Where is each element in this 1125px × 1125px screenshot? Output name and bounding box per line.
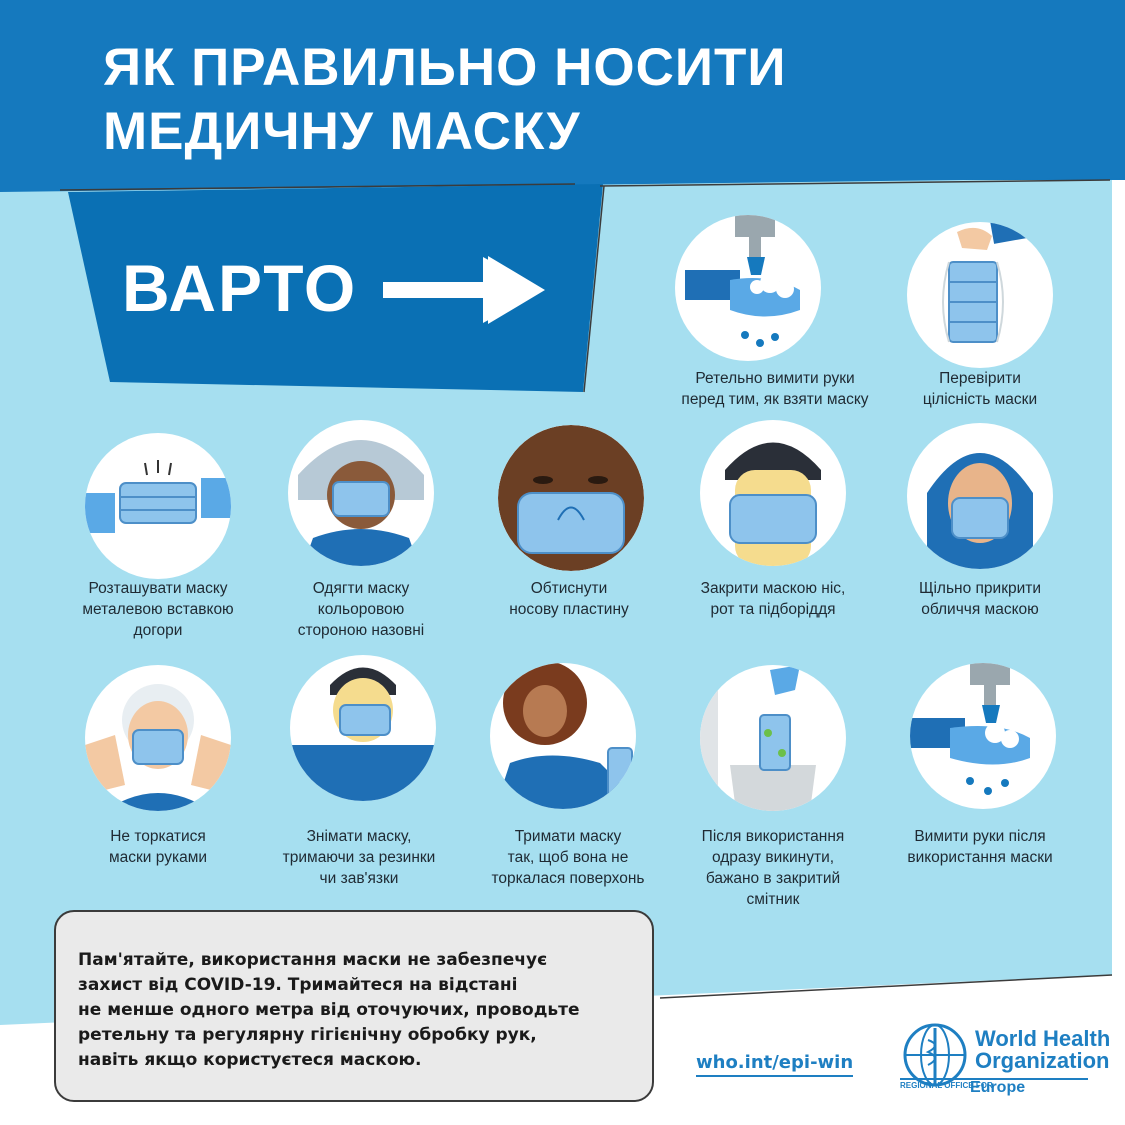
- do-not-touch-mask-icon: [85, 665, 231, 811]
- dispose-mask-bin-icon: [700, 665, 846, 811]
- who-name: World Health Organization: [975, 1026, 1111, 1073]
- step-caption: Тримати маску так, щоб вона не торкалася поверхонь: [491, 828, 645, 887]
- pinch-nose-strip-icon: [498, 425, 644, 571]
- step-caption: Обтиснути носову пластину: [509, 580, 629, 618]
- title-line-1: ЯК ПРАВИЛЬНО НОСИТИ: [103, 38, 787, 97]
- check-mask-icon: [907, 222, 1053, 368]
- wash-hands-icon: [675, 215, 821, 361]
- title-line-2: МЕДИЧНУ МАСКУ: [103, 102, 581, 161]
- step-caption: Перевірити цілісність маски: [922, 370, 1038, 408]
- notice-text: Пам'ятайте, використання маски не забезпечує захист від COVID-19. Тримайтеся на відстані не менше одного метра від оточуючих, проводьте ретельну та регулярну гігієнічну обробку рук, навіть якщо користуєтеся маскою.: [78, 950, 580, 1070]
- step-caption: Розташувати маску металевою вставкою догори: [82, 580, 234, 639]
- mask-metal-strip-up-icon: [85, 433, 231, 579]
- cover-face-tightly-icon: [907, 423, 1053, 569]
- notice-box: [54, 910, 654, 1102]
- step-caption: Щільно прикрити обличчя маскою: [918, 580, 1042, 618]
- step-caption: Закрити маскою ніс, рот та підборіддя: [700, 580, 846, 618]
- step-caption: Одягти маску кольоровою стороною назовні: [297, 580, 425, 639]
- mask-colored-side-out-icon: [288, 420, 434, 566]
- remove-by-straps-icon: [290, 655, 436, 801]
- step-caption: Після використання одразу викинути, бажано в закритий смітник: [701, 828, 845, 908]
- wash-hands-after-icon: [910, 663, 1056, 809]
- page-title: [103, 36, 786, 164]
- step-caption: Вимити руки після використання маски: [907, 828, 1053, 866]
- who-region-label: REGIONAL OFFICE FOR: [900, 1081, 993, 1090]
- step-caption: Ретельно вимити руки перед тим, як взяти маску: [681, 370, 869, 408]
- website-link[interactable]: who.int/epi-win: [696, 1052, 853, 1077]
- step-caption: Не торкатися маски руками: [108, 828, 208, 866]
- arrow-right-icon: [383, 252, 548, 332]
- banner-label: ВАРТО: [122, 251, 358, 325]
- cover-nose-mouth-chin-icon: [700, 420, 846, 566]
- hold-mask-away-icon: [490, 663, 636, 809]
- step-caption: Знімати маску, тримаючи за резинки чи зав'язки: [282, 828, 436, 887]
- who-region-name: Europe: [970, 1079, 1026, 1096]
